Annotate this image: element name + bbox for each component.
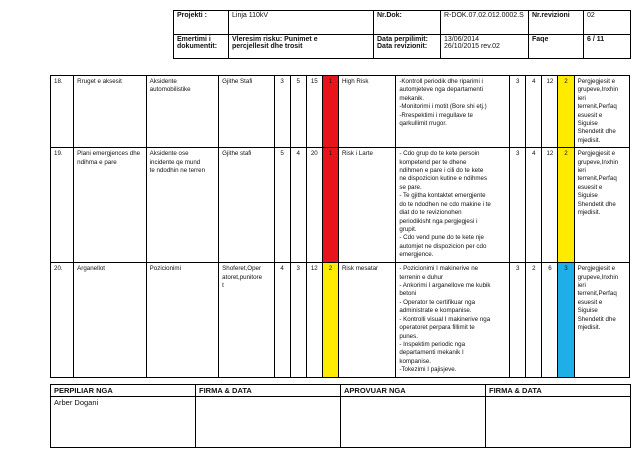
severity-cell: 4 bbox=[290, 148, 306, 263]
residual-level-color-cell: 3 bbox=[558, 263, 574, 378]
control-measures-cell: - Pozicionimi I makinerive ne terrenin e duhur - Ankorimi I arganellove me kubik betoni - Operator te certifikuar nga administrate e kompanise. - Kontrolli visual I makinerive nga operatoret perpara fillimit te punes. - Inspektim periodic nga departamenti mekanik I kompanise. -Tokezimi I pajisjeve. bbox=[396, 263, 510, 378]
signature-field bbox=[196, 397, 341, 448]
hazard-cell: Aksidente automobilistike bbox=[146, 76, 219, 148]
responsible-cell: Pergjegjesit e grupeve,Inxhin ieri terrenit,Perfaq esuesit e Siguise Shendetit dhe mjedisit. bbox=[574, 76, 629, 148]
risk-score-cell: 15 bbox=[306, 76, 322, 148]
risk-level-color-cell: 1 bbox=[322, 148, 338, 263]
affected-cell: Gjithe stafi bbox=[219, 148, 274, 263]
table-row bbox=[51, 76, 630, 148]
nrrev-label: Nr.revizioni bbox=[529, 11, 584, 35]
residual-score-cell: 12 bbox=[542, 148, 558, 263]
row-number: 19. bbox=[51, 148, 74, 263]
affected-cell: Shoferet,Oper atoret,punitore t bbox=[219, 263, 274, 378]
activity-cell: Rruget e aksesit bbox=[74, 76, 147, 148]
residual-probability-cell: 3 bbox=[510, 148, 526, 263]
residual-level-color-cell: 2 bbox=[558, 148, 574, 263]
signature-footer-table bbox=[50, 384, 631, 448]
residual-severity-cell: 4 bbox=[526, 148, 542, 263]
row-number: 18. bbox=[51, 76, 74, 148]
faqe-label: Faqe bbox=[529, 35, 584, 59]
table-row bbox=[51, 263, 630, 378]
residual-severity-cell: 4 bbox=[526, 76, 542, 148]
hazard-cell: Pozicionimi bbox=[146, 263, 219, 378]
responsible-cell: Pergjegjesit e grupeve,Inxhin ieri terrenit,Perfaq esuesit e Siguise Shendetit dhe mjedisit. bbox=[574, 148, 629, 263]
approved-by-label: APROVUAR NGA bbox=[341, 385, 486, 397]
data-label: Data perpilimit: Data revizionit: bbox=[374, 35, 441, 59]
responsible-cell: Pergjegjesit e grupeve,Inxhin ieri terrenit,Perfaq esuesit e Siguise Shendetit dhe mjedisit. bbox=[574, 263, 629, 378]
activity-cell: Arganellot bbox=[74, 263, 147, 378]
document-header-table bbox=[173, 10, 631, 59]
approved-by-name bbox=[341, 397, 486, 448]
probability-cell: 4 bbox=[274, 263, 290, 378]
control-measures-cell: - Cdo grup do te kete persoin kompetend per te dhene ndihmen e pare i cili do te kete ne dispozicion kutine e ndihmes se pare. - Te gjitha kontaktet emergjente do te ndodhen ne cdo makine i te diat do te revizionohen periodikisht nga pergjegjesi i grupit. - Cdo vend pune do te kete nje automjet ne dispozicion per cdo emergjence. bbox=[396, 148, 510, 263]
risk-level-text: Risk mesatar bbox=[338, 263, 395, 378]
activity-cell: Plani emergjences dhe ndihma e pare bbox=[74, 148, 147, 263]
data-value: 13/06/2014 26/10/2015 rev.02 bbox=[441, 35, 529, 59]
residual-severity-cell: 2 bbox=[526, 263, 542, 378]
signature-field bbox=[486, 397, 631, 448]
prepared-by-label: PERPILIAR NGA bbox=[51, 385, 196, 397]
signature-date-label: FIRMA & DATA bbox=[486, 385, 631, 397]
risk-score-cell: 20 bbox=[306, 148, 322, 263]
nrdok-value: R-DOK.07.02.012.0002.S bbox=[441, 11, 529, 35]
residual-level-color-cell: 2 bbox=[558, 76, 574, 148]
emertimi-value: Vleresim risku: Punimet e percjellesit dhe trosit bbox=[229, 35, 374, 59]
residual-score-cell: 12 bbox=[542, 76, 558, 148]
probability-cell: 3 bbox=[274, 76, 290, 148]
row-number: 20. bbox=[51, 263, 74, 378]
prepared-by-name: Arber Dogani bbox=[51, 397, 196, 448]
risk-level-color-cell: 2 bbox=[322, 263, 338, 378]
risk-level-text: Risk i Larte bbox=[338, 148, 395, 263]
probability-cell: 5 bbox=[274, 148, 290, 263]
projekti-value: Linja 110kV bbox=[229, 11, 374, 35]
severity-cell: 3 bbox=[290, 263, 306, 378]
faqe-value: 6 / 11 bbox=[584, 35, 631, 59]
risk-score-cell: 12 bbox=[306, 263, 322, 378]
risk-level-text: High Risk bbox=[338, 76, 395, 148]
residual-probability-cell: 3 bbox=[510, 263, 526, 378]
signature-date-label: FIRMA & DATA bbox=[196, 385, 341, 397]
residual-probability-cell: 3 bbox=[510, 76, 526, 148]
nrrev-value: 02 bbox=[584, 11, 631, 35]
emertimi-label: Emertimi i dokumentit: bbox=[174, 35, 229, 59]
risk-assessment-table bbox=[50, 75, 630, 378]
hazard-cell: Aksidente ose incidente qe mund te ndodhin ne terren bbox=[146, 148, 219, 263]
projekti-label: Projekti : bbox=[174, 11, 229, 35]
affected-cell: Gjithe Stafi bbox=[219, 76, 274, 148]
table-row bbox=[51, 148, 630, 263]
control-measures-cell: -Kontroll periodik dhe riparimi i automjeteve nga departamenti mekanik. -Monitorimi i motit (Bore shi etj.) -Rrespektimi i rregullave te qarkullimit rrugor. bbox=[396, 76, 510, 148]
severity-cell: 5 bbox=[290, 76, 306, 148]
residual-score-cell: 6 bbox=[542, 263, 558, 378]
nrdok-label: Nr.Dok: bbox=[374, 11, 441, 35]
risk-level-color-cell: 1 bbox=[322, 76, 338, 148]
